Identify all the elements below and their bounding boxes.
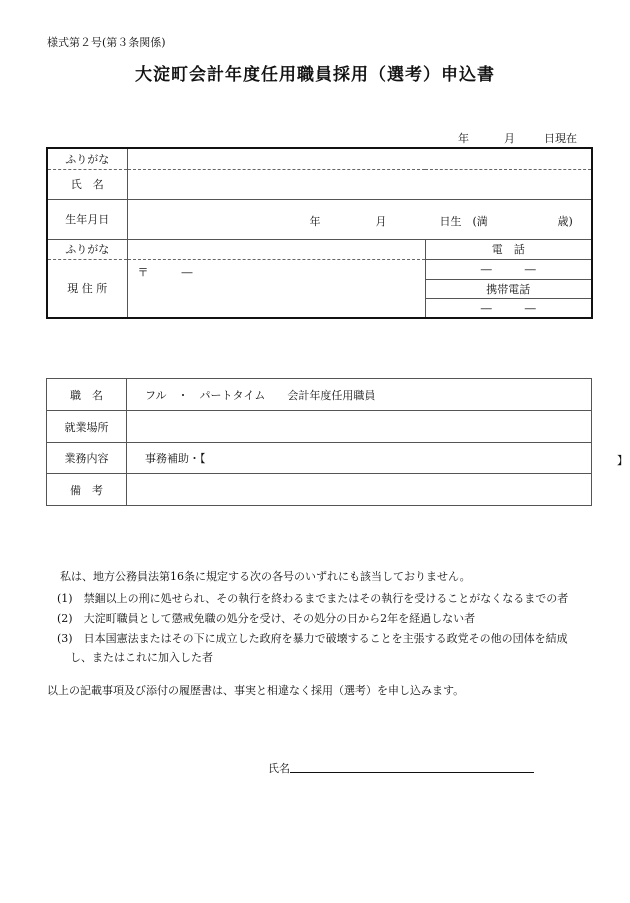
remarks-field[interactable] [127, 474, 592, 506]
mobile-field[interactable]: ― ― [425, 298, 592, 318]
birthdate-field[interactable] [127, 199, 592, 239]
applicant-table [46, 147, 593, 319]
signature-label: 氏名 [268, 762, 290, 775]
position-label: 職 名 [47, 379, 127, 411]
phone-field[interactable]: ― ― [425, 259, 592, 279]
phone-label: 電 話 [425, 239, 592, 259]
birth-year-label: 年 [309, 214, 321, 228]
furigana-label: ふりがな [47, 148, 127, 169]
furigana2-label: ふりがな [47, 239, 127, 259]
address-field[interactable] [127, 259, 425, 318]
remarks-label: 備 考 [47, 474, 127, 506]
pledge-item: (1) 禁錮以上の刑に処せられ、その執行を終わるまでまたはその執行を受けることがなくなるまでの者 [57, 592, 569, 605]
birthdate-label: 生年月日 [47, 199, 127, 239]
form-number: 様式第２号(第３条関係) [47, 36, 166, 49]
address-furigana-field[interactable] [127, 239, 425, 259]
postal-mark: 〒 ― [137, 265, 193, 279]
signature-line[interactable] [290, 772, 534, 773]
birth-age-label: 歳) [557, 214, 573, 228]
duties-field[interactable] [127, 443, 628, 474]
duties-value: 事務補助・【 [145, 452, 206, 465]
date-day-label: 日現在 [544, 132, 577, 145]
date-month-label: 月 [504, 132, 515, 145]
name-field[interactable] [127, 169, 592, 199]
date-year-label: 年 [458, 132, 469, 145]
workplace-label: 就業場所 [47, 411, 127, 443]
birth-month-label: 月 [375, 214, 387, 228]
birth-day-label: 日生 (満 [439, 214, 488, 228]
closing-statement: 以上の記載事項及び添付の履歴書は、事実と相違なく採用（選考）を申し込みます。 [47, 684, 465, 697]
duties-close: 】 [617, 454, 628, 467]
pledge-item: (2) 大淀町職員として懲戒免職の処分を受け、その処分の日から2年を経過しない者 [57, 612, 476, 625]
address-label: 現 住 所 [47, 259, 127, 318]
pledge-item-continuation: し、またはこれに加入した者 [70, 651, 213, 664]
pledge-intro: 私は、地方公務員法第16条に規定する次の各号のいずれにも該当しておりません。 [60, 570, 471, 583]
duties-label: 業務内容 [47, 443, 127, 474]
furigana-field[interactable] [127, 148, 592, 169]
name-label: 氏 名 [47, 169, 127, 199]
pledge-item: (3) 日本国憲法またはその下に成立した政府を暴力で破壊することを主張する政党その他の団体を結成 [57, 632, 568, 645]
job-table [46, 378, 628, 506]
position-value[interactable]: フル ・ パートタイム 会計年度任用職員 [127, 379, 592, 411]
mobile-label: 携帯電話 [425, 279, 592, 298]
page-title: 大淀町会計年度任用職員採用（選考）申込書 [135, 65, 495, 85]
workplace-field[interactable] [127, 411, 592, 443]
